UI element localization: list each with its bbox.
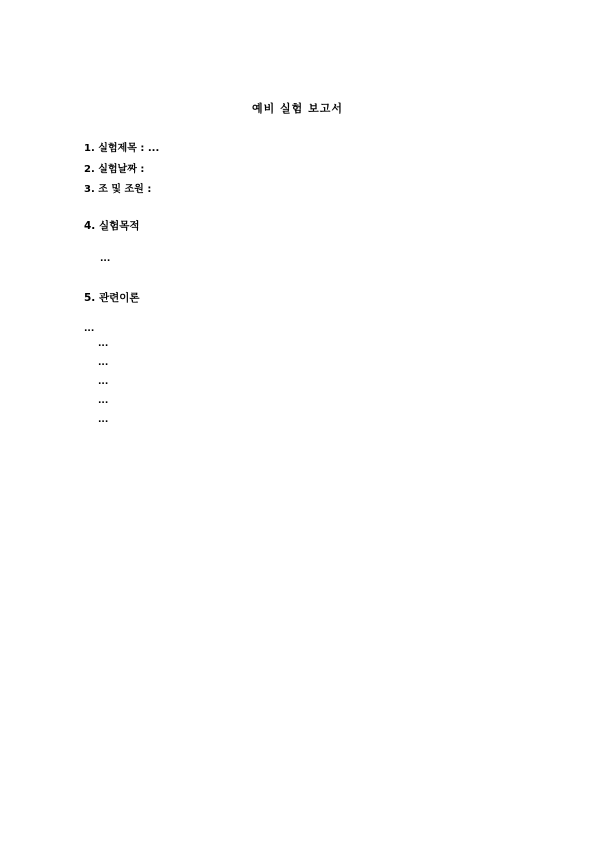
theory-subheading: ... (84, 324, 95, 334)
experiment-title-line: 1. 실험제목 : ... (84, 143, 160, 154)
theory-body (84, 337, 512, 432)
paragraph: ... (98, 339, 109, 349)
paragraph: ... (98, 377, 109, 387)
paragraph: ... (98, 396, 109, 406)
theory-heading: 5. 관련이론 (84, 292, 140, 304)
paragraph: ... (98, 358, 109, 368)
document-title: 예비 실험 보고서 (251, 102, 344, 115)
purpose-text: ... (100, 254, 111, 264)
team-members-line: 3. 조 및 조원 : (84, 184, 152, 195)
experiment-date-line: 2. 실험날짜 : (84, 164, 145, 175)
paragraph: ... (98, 415, 109, 425)
purpose-heading: 4. 실험목적 (84, 220, 140, 232)
